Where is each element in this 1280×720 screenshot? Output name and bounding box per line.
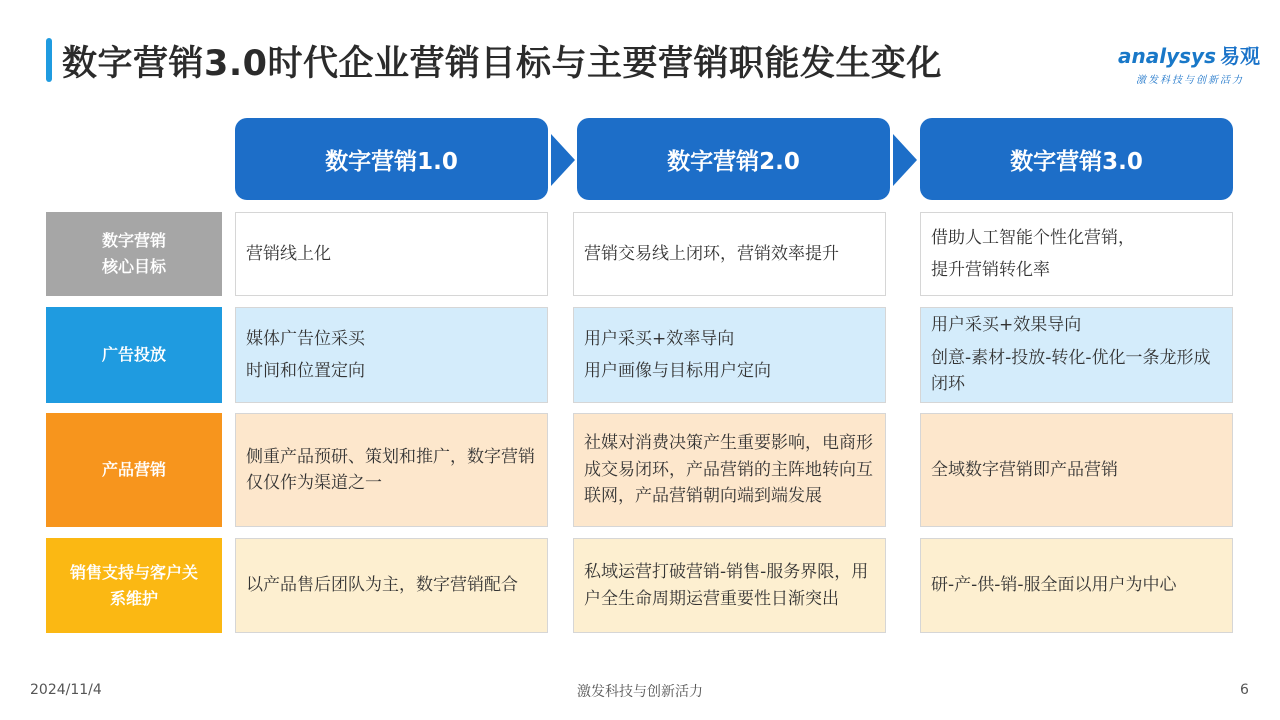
title-accent-bar: [46, 38, 52, 82]
row-label-line: 数字营销: [101, 231, 166, 251]
row-label-line: 产品营销: [101, 460, 166, 480]
page-title: 数字营销3.0时代企业营销目标与主要营销职能发生变化: [62, 44, 943, 84]
row-label: [46, 212, 222, 296]
cell-text: 侧重产品预研、策划和推广，数字营销仅仅作为渠道之一: [246, 446, 535, 493]
cell-text: 研-产-供-销-服全面以用户为中心: [931, 575, 1177, 596]
cell-text: 用户画像与目标用户定向: [584, 361, 771, 381]
row-label: [46, 538, 222, 633]
cell-text: 社媒对消费决策产生重要影响，电商形成交易闭环，产品营销的主阵地转向互联网，产品营销朝向端到端发展: [584, 433, 873, 507]
page-number: 6: [1240, 682, 1249, 698]
footer-slogan: 激发科技与创新活力: [577, 684, 703, 700]
arrow-icon: [893, 134, 917, 186]
cell-text: 全域数字营销即产品营销: [931, 459, 1118, 480]
column-header-2: 数字营销2.0: [577, 118, 890, 200]
logo-brand: analysys: [1118, 44, 1216, 68]
row-label-line: 系维护: [109, 588, 158, 608]
table-cell: [573, 212, 886, 296]
cell-text: 营销交易线上闭环，营销效率提升: [584, 243, 839, 264]
table-cell: [920, 413, 1233, 527]
column-header-3: 数字营销3.0: [920, 118, 1233, 200]
column-header-1: 数字营销1.0: [235, 118, 548, 200]
cell-text: 营销线上化: [246, 243, 331, 264]
cell-text: 用户采买+效率导向: [584, 328, 735, 349]
row-label-line: 核心目标: [101, 257, 166, 276]
table-cell: [235, 538, 548, 633]
cell-text: 时间和位置定向: [246, 361, 365, 381]
row-label-line: 销售支持与客户关: [69, 562, 198, 582]
cell-text: 媒体广告位采买: [246, 328, 365, 349]
table-cell: [920, 307, 1233, 403]
logo-tagline: 激发科技与创新活力: [1136, 75, 1244, 86]
table-cell: [573, 413, 886, 527]
logo-brand-cn: 易观: [1219, 44, 1260, 68]
arrow-icon: [551, 134, 575, 186]
row-label: [46, 307, 222, 403]
table-cell: [573, 307, 886, 403]
footer-date: 2024/11/4: [30, 682, 102, 698]
table-cell: [235, 212, 548, 296]
table-cell: [235, 307, 548, 403]
row-label-line: 广告投放: [101, 345, 166, 365]
row-label: [46, 413, 222, 527]
table-cell: [235, 413, 548, 527]
cell-text: 创意-素材-投放-转化-优化一条龙形成闭环: [931, 347, 1211, 395]
cell-text: 私域运营打破营销-销售-服务界限，用户全生命周期运营重要性日渐突出: [584, 562, 869, 609]
cell-text: 借助人工智能个性化营销，: [931, 227, 1135, 248]
cell-text: 用户采买+效果导向: [931, 315, 1082, 336]
cell-text: 以产品售后团队为主，数字营销配合: [246, 575, 518, 596]
analysys-logo: [1118, 40, 1258, 86]
table-cell: [920, 538, 1233, 633]
table-cell: [920, 212, 1233, 296]
table-cell: [573, 538, 886, 633]
cell-text: 提升营销转化率: [931, 260, 1050, 280]
